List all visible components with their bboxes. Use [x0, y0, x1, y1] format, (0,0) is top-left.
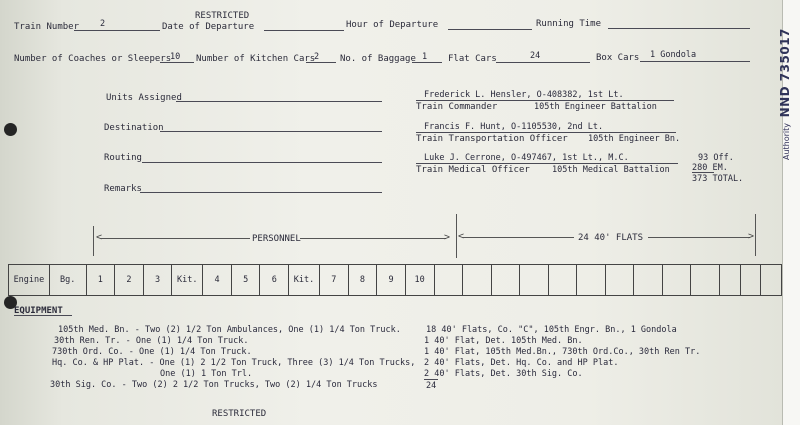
kitchen-label: Number of Kitchen Cars: [196, 54, 316, 64]
transport-title: Train Transportation Officer: [416, 134, 568, 144]
car-cell: [548, 265, 577, 296]
flats-arrow-line-right: [648, 237, 750, 238]
coaches-label: Number of Coaches or Sleepers: [14, 54, 172, 64]
equipment-left-line: One (1) 1 Ton Trl.: [160, 369, 253, 379]
equipment-left-line: Hq. Co. & HP Plat. - One (1) 2 1/2 Ton Truck, Three (3) 1/4 Ton Trucks,: [52, 358, 416, 368]
car-cell: 4: [203, 265, 232, 296]
car-cell: [434, 265, 463, 296]
car-cell: 10: [405, 265, 434, 296]
car-cell: Engine: [9, 265, 50, 296]
car-cell: 6: [260, 265, 289, 296]
flats-label: 24 40' FLATS: [578, 233, 644, 243]
train-car-diagram: [8, 264, 782, 296]
car-cell: [491, 265, 520, 296]
commander-name: Frederick L. Hensler, O-408382, 1st Lt.: [424, 90, 624, 100]
units-line: [176, 101, 382, 102]
kitchen-value: 2: [314, 52, 320, 62]
date-line: [264, 30, 344, 31]
car-cell: [463, 265, 492, 296]
car-cell: 3: [143, 265, 172, 296]
hour-label: Hour of Departure: [346, 20, 439, 30]
baggage-line: [412, 62, 442, 63]
punch-hole: [4, 123, 17, 136]
transport-line: [416, 132, 676, 133]
total-officers: 93 Off.: [698, 153, 734, 163]
car-cell: Kit.: [289, 265, 320, 296]
total-enlisted: 280 EM.: [692, 163, 728, 173]
equipment-right-line: 1 40' Flat, 105th Med.Bn., 730th Ord.Co., 30th Ren Tr.: [424, 347, 701, 357]
units-label: Units Assigned: [106, 93, 182, 103]
gondola-value: 1 Gondola: [650, 50, 697, 60]
car-cell: [761, 265, 782, 296]
car-cell: [691, 265, 720, 296]
train-number-label: Train Number: [14, 22, 80, 32]
train-number-value: 2: [100, 19, 106, 29]
personnel-arrow-line: [100, 238, 250, 239]
car-cell: Kit.: [172, 265, 203, 296]
car-cell: 1: [86, 265, 115, 296]
car-cell: 5: [231, 265, 260, 296]
running-time-label: Running Time: [536, 19, 602, 29]
personnel-arrow-right: >: [444, 232, 451, 243]
car-cell: 7: [319, 265, 348, 296]
kitchen-line: [306, 62, 336, 63]
flats-arrow-right: >: [748, 231, 755, 242]
authority-stamp: [778, 28, 792, 160]
flat-label: Flat Cars: [448, 54, 497, 64]
car-cell: [662, 265, 691, 296]
car-cell: [719, 265, 740, 296]
car-cell: 2: [115, 265, 144, 296]
car-cell: [577, 265, 606, 296]
flats-right-tick: [755, 214, 756, 256]
flat-line: [496, 62, 590, 63]
equipment-right-line: 2 40' Flats, Det. 30th Sig. Co.: [424, 369, 583, 379]
restricted-top: RESTRICTED: [195, 11, 250, 21]
car-cell: [740, 265, 761, 296]
equipment-left-line: 30th Ren. Tr. - One (1) 1/4 Ton Truck.: [54, 336, 249, 346]
total-all: 373 TOTAL.: [692, 174, 744, 184]
baggage-value: 1: [422, 52, 428, 62]
car-cell: [634, 265, 663, 296]
car-cell: 9: [377, 265, 406, 296]
routing-line: [142, 162, 382, 163]
car-cell: 8: [348, 265, 377, 296]
personnel-arrow-left: <: [96, 232, 103, 243]
equipment-total: 24: [426, 381, 437, 391]
restricted-bottom: RESTRICTED: [212, 409, 267, 419]
equipment-left-line: 105th Med. Bn. - Two (2) 1/2 Ton Ambulances, One (1) 1/4 Ton Truck.: [58, 325, 401, 335]
transport-name: Francis F. Hunt, O-1105530, 2nd Lt.: [424, 122, 604, 132]
routing-label: Routing: [104, 153, 142, 163]
authority-number: NND 735017: [778, 28, 792, 118]
medical-title: Train Medical Officer: [416, 165, 530, 175]
car-cell: [520, 265, 549, 296]
car-cell: [605, 265, 634, 296]
authority-label: Authority: [782, 122, 791, 160]
box-line: [640, 61, 750, 62]
flat-value: 24: [530, 51, 541, 61]
equipment-right-line: 2 40' Flats, Det. Hq. Co. and HP Plat.: [424, 358, 619, 368]
equipment-left-line: 730th Ord. Co. - One (1) 1/4 Ton Truck.: [52, 347, 252, 357]
destination-line: [160, 131, 382, 132]
remarks-line: [140, 192, 382, 193]
destination-label: Destination: [104, 123, 164, 133]
personnel-label: PERSONNEL: [252, 234, 301, 244]
coaches-value: 10: [170, 52, 181, 62]
flats-arrow-left: <: [458, 231, 465, 242]
hour-line: [448, 29, 532, 30]
equipment-total-rule: [424, 379, 438, 380]
equipment-right-line: 18 40' Flats, Co. "C", 105th Engr. Bn., 1 Gondola: [426, 325, 677, 335]
box-label: Box Cars: [596, 53, 640, 63]
transport-unit: 105th Engineer Bn.: [588, 134, 681, 144]
equipment-left-line: 30th Sig. Co. - Two (2) 2 1/2 Ton Trucks, Two (2) 1/4 Ton Trucks: [50, 380, 378, 390]
car-cell: Bg.: [49, 265, 86, 296]
commander-title: Train Commander: [416, 102, 498, 112]
running-time-line: [608, 28, 750, 29]
medical-name: Luke J. Cerrone, O-497467, 1st Lt., M.C.: [424, 153, 629, 163]
commander-unit: 105th Engineer Battalion: [534, 102, 657, 112]
date-label: Date of Departure: [162, 22, 255, 32]
baggage-label: No. of Baggage: [340, 54, 416, 64]
medical-line: [416, 163, 678, 164]
commander-line: [416, 100, 674, 101]
total-rule: [692, 172, 714, 173]
personnel-left-tick: [93, 226, 94, 256]
equipment-heading-underline: [14, 315, 72, 316]
coaches-line: [160, 62, 194, 63]
section-divider-tick: [456, 214, 457, 258]
personnel-arrow-line-right: [300, 238, 446, 239]
flats-arrow-line: [462, 237, 574, 238]
remarks-label: Remarks: [104, 184, 142, 194]
equipment-right-line: 1 40' Flat, Det. 105th Med. Bn.: [424, 336, 583, 346]
medical-unit: 105th Medical Battalion: [552, 165, 670, 175]
train-number-line: [74, 30, 160, 31]
equipment-heading: EQUIPMENT: [14, 306, 63, 316]
